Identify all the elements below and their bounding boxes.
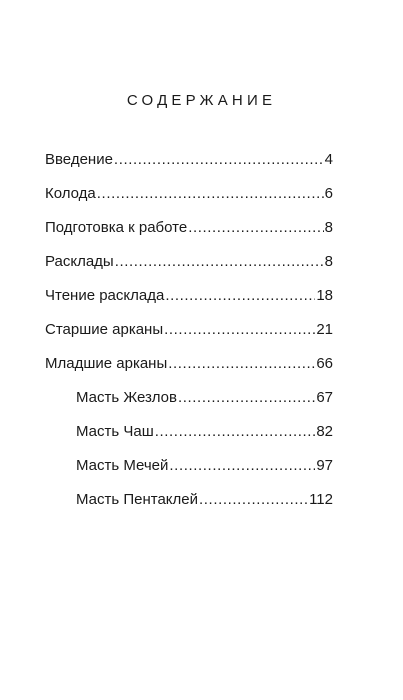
toc-entry-label: Колода (45, 185, 96, 202)
dot-leader (178, 386, 315, 410)
toc-entry-page: 8 (324, 219, 333, 236)
toc-entry-page: 66 (316, 355, 333, 372)
toc-entry-label: Расклады (45, 253, 114, 270)
dot-leader (168, 352, 315, 376)
toc-entry-label: Введение (45, 151, 113, 168)
toc-entry-wands[interactable] (76, 386, 333, 410)
toc-entry-label: Старшие арканы (45, 321, 164, 338)
toc-entry-reading[interactable] (45, 284, 333, 308)
dot-leader (155, 420, 316, 444)
toc-entry-page: 18 (316, 287, 333, 304)
toc-entry-page: 97 (316, 457, 333, 474)
toc-entry-label: Масть Жезлов (76, 389, 177, 406)
dot-leader (97, 182, 324, 206)
toc-entry-page: 112 (309, 491, 333, 508)
dot-leader (188, 216, 323, 240)
dot-leader (115, 250, 324, 274)
toc-entry-spreads[interactable] (45, 250, 333, 274)
toc-entry-page: 67 (316, 389, 333, 406)
toc-entry-swords[interactable] (76, 454, 333, 478)
toc-entry-pentacles[interactable] (76, 488, 333, 512)
toc-entry-page: 6 (324, 185, 333, 202)
toc-entry-introduction[interactable] (45, 148, 333, 172)
page-title: СОДЕРЖАНИЕ (126, 92, 277, 109)
toc-entry-label: Масть Чаш (76, 423, 154, 440)
toc-entry-deck[interactable] (45, 182, 333, 206)
toc-entry-page: 4 (324, 151, 333, 168)
toc-entry-label: Младшие арканы (45, 355, 168, 372)
toc-entry-page: 8 (324, 253, 333, 270)
toc-entry-page: 21 (316, 321, 333, 338)
toc-entry-label: Масть Мечей (76, 457, 169, 474)
dot-leader (199, 488, 308, 512)
dot-leader (165, 284, 315, 308)
dot-leader (114, 148, 324, 172)
toc-entry-major-arcana[interactable] (45, 318, 333, 342)
toc-entry-label: Чтение расклада (45, 287, 165, 304)
dot-leader (164, 318, 315, 342)
dot-leader (169, 454, 315, 478)
toc-entry-preparation[interactable] (45, 216, 333, 240)
toc-entry-cups[interactable] (76, 420, 333, 444)
toc-entry-minor-arcana[interactable] (45, 352, 333, 376)
toc-entry-page: 82 (316, 423, 333, 440)
toc-entry-label: Подготовка к работе (45, 219, 188, 236)
toc-entry-label: Масть Пентаклей (76, 491, 199, 508)
